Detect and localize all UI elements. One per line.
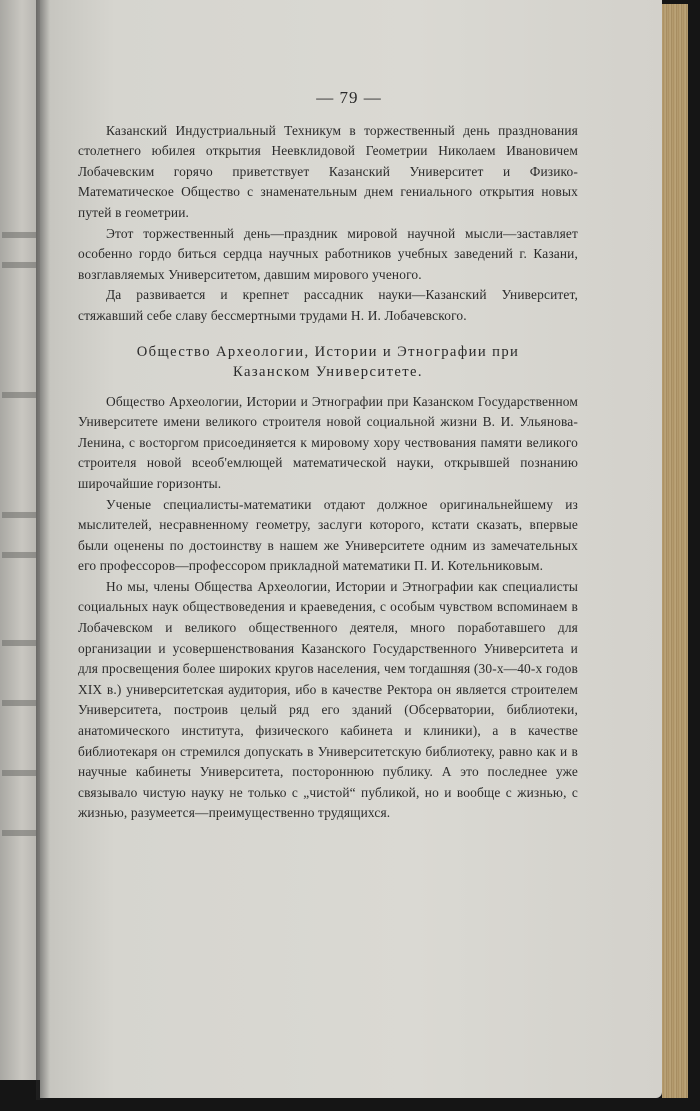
facing-text-fragment — [2, 552, 36, 558]
facing-text-fragment — [2, 392, 36, 398]
facing-text-fragment — [2, 770, 36, 776]
facing-text-fragment — [2, 232, 36, 238]
facing-page-edge — [0, 0, 40, 1080]
paragraph: Общество Археологии, Истории и Этнографии при Казанском Государственном Университете имени великого строителя новой социальной жизни В. И. Ульянова-Ленина, с восторгом присоединяется к мировому хору чествования памяти великого строителя новой всеоб'емлющей математической науки, открывшей познанию широчайшие горизонты. — [78, 393, 578, 491]
book-page — [40, 0, 662, 1098]
section-heading-line: Общество Археологии, Истории и Этнографии при — [136, 343, 520, 360]
paragraph: Этот торжественный день—праздник мировой научной мысли—заставляет особенно гордо биться сердца научных работников учебных заведений г. Казани, возглавляемых Университетом, давшим мирового ученого. — [78, 225, 578, 282]
facing-text-fragment — [2, 640, 36, 646]
paragraph: Ученые специалисты-математики отдают должное оригинальнейшему из мыслителей, несравненному геометру, заслуги которого, кстати сказать, впервые были оценены по достоинству в нашем же Университете одним из замечательных его профессоров—профессором прикладной математики П. И. Котельниковым. — [78, 496, 578, 574]
section-heading — [78, 342, 578, 382]
paragraph: Но мы, члены Общества Археологии, Истории и Этнографии как специалисты социальных наук обществоведения и краеведения, с особым чувством вспоминаем в Лобачевском и великого общественного деятеля, много поработавшего для организации и усовершенствования Казанского Государственного Университета и для просвещения более широких кругов населения, чем тогдашняя (30-х—40-х годов XIX в.) университетская аудитория, ибо в качестве Ректора он является строителем Университета, построив целый ряд его зданий (Обсерватории, библиотеки, анатомического института, физического кабинета и клиники), а в качестве библиотекаря он стремился допускать в Университетскую библиотеку, равно как и в научные кабинеты Университета, постороннюю публику. А это последнее уже связывало чистую науку не только с „чистой“ публикой, но и вообще с жизнью, с жизнью, разумеется—преимущественно трудящихся. — [78, 578, 578, 821]
facing-text-fragment — [2, 830, 36, 836]
facing-text-fragment — [2, 262, 36, 268]
paragraph: Казанский Индустриальный Техникум в торжественный день празднования столетнего юбилея открытия Неевклидовой Геометрии Николаем Ивановичем Лобачевским горячо приветствует Казанский Университет и Физико-Математическое Общество с знаменательным днем гениального открытия новых путей в геометрии. — [78, 122, 578, 220]
facing-text-fragment — [2, 700, 36, 706]
page-stack-edge — [662, 4, 688, 1098]
gutter-shadow — [36, 0, 50, 1100]
facing-text-fragment — [2, 512, 36, 518]
page-number: — 79 — — [316, 88, 382, 107]
section-heading-line: Казанском Университете. — [233, 363, 423, 380]
paragraph: Да развивается и крепнет рассадник науки—Казанский Университет, стяжавший себе славу бессмертными трудами Н. И. Лобачевского. — [78, 287, 578, 323]
page-text — [78, 88, 578, 824]
